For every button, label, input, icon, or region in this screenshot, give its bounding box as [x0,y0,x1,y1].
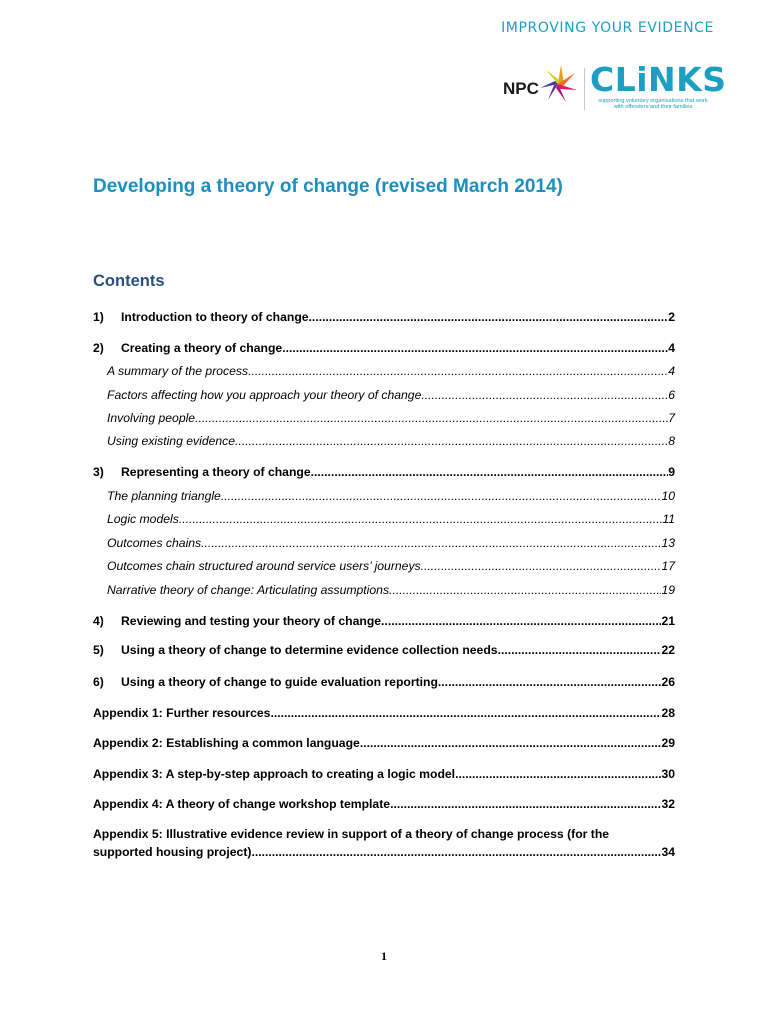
toc-subentry[interactable] [107,363,675,379]
toc-entry-page: 4 [668,341,675,355]
toc-entry[interactable] [93,340,675,356]
toc-entry-number: 6) [93,675,104,689]
npc-logo-text: NPC [503,79,539,98]
toc-subentry[interactable] [107,433,675,449]
toc-entry-page: 2 [668,310,675,324]
logo-divider [584,68,585,110]
toc-subentry[interactable] [107,488,675,504]
toc-subentry[interactable] [107,387,675,403]
toc-entry[interactable] [93,309,675,325]
toc-dot-leader [360,735,662,751]
toc-dot-leader [270,705,661,721]
toc-entry[interactable] [93,766,675,782]
toc-subentry-page: 13 [661,536,675,550]
toc-subentry-title: A summary of the process [107,364,249,378]
toc-subentry-page: 7 [668,411,675,425]
toc-entry-number: 1) [93,310,104,324]
toc-entry[interactable] [93,796,675,812]
contents-heading: Contents [93,272,165,290]
toc-entry-page: 26 [661,675,675,689]
toc-subentry-page: 17 [661,559,675,573]
toc-entry-title-line1: Appendix 5: Illustrative evidence review in support of a theory of change process (for the [93,827,610,841]
toc-subentry[interactable] [107,582,675,598]
toc-dot-leader [309,309,669,325]
toc-entry-page: 34 [661,844,675,859]
toc-entry-title: Using a theory of change to guide evaluation reporting [121,675,438,689]
toc-entry[interactable] [93,705,675,721]
toc-entry-title: Introduction to theory of change [121,310,309,324]
toc-entry-title: Creating a theory of change [121,341,283,355]
toc-entry[interactable] [93,735,675,751]
header-tagline: IMPROVING YOUR EVIDENCE [501,20,714,36]
toc-dot-leader [390,796,661,812]
page-number: 1 [381,949,387,963]
toc-entry-page: 28 [661,706,675,720]
clinks-logo-tagline: supporting voluntary organisations that work with offenders and their families [598,98,708,111]
toc-entry-title-line2: supported housing project) [93,844,252,859]
toc-entry[interactable] [93,642,675,658]
toc-subentry-title: Involving people [107,411,196,425]
toc-subentry-title: Factors affecting how you approach your theory of change [107,388,422,402]
toc-entry-page: 29 [661,736,675,750]
toc-subentry-page: 10 [661,489,675,503]
toc-dot-leader [251,844,661,862]
toc-subentry-page: 11 [662,512,675,526]
toc-dot-leader [282,340,668,356]
toc-entry-page: 21 [661,614,675,628]
toc-subentry[interactable] [107,558,675,574]
toc-entry-page: 30 [661,767,675,781]
toc-dot-leader [421,387,668,403]
toc-dot-leader [421,558,662,574]
toc-dot-leader [221,488,662,504]
partner-logos [500,60,727,118]
toc-subentry-page: 8 [668,434,675,448]
toc-entry-title: Appendix 3: A step-by-step approach to creating a logic model [93,767,456,781]
toc-entry-title: Appendix 2: Establishing a common language [93,736,360,750]
toc-dot-leader [455,766,661,782]
toc-entry-title: Representing a theory of change [121,465,311,479]
toc-entry-number: 3) [93,465,104,479]
toc-subentry-title: Logic models [107,512,179,526]
toc-subentry-title: The planning triangle [107,489,221,503]
toc-subentry-page: 19 [661,583,675,597]
toc-dot-leader [179,511,663,527]
toc-dot-leader [381,613,661,629]
toc-entry-appendix-5[interactable] [93,826,675,861]
toc-subentry-page: 4 [668,364,675,378]
toc-dot-leader [438,674,662,690]
toc-subentry-title: Outcomes chain structured around service users’ journeys [107,559,421,573]
toc-subentry-page: 6 [668,388,675,402]
toc-subentry-title: Narrative theory of change: Articulating assumptions [107,583,390,597]
toc-entry-page: 9 [668,465,675,479]
toc-dot-leader [498,642,662,658]
toc-subentry[interactable] [107,535,675,551]
toc-entry-title: Appendix 4: A theory of change workshop template [93,797,391,811]
clinks-logo-text: CLiNKS [590,60,727,99]
toc-entry-title: Reviewing and testing your theory of change [121,614,382,628]
toc-subentry-title: Outcomes chains [107,536,202,550]
document-title: Developing a theory of change (revised March 2014) [93,176,563,197]
toc-entry-number: 4) [93,614,104,628]
toc-entry-number: 2) [93,341,104,355]
toc-subentry-title: Using existing evidence [107,434,236,448]
toc-entry[interactable] [93,613,675,629]
toc-entry[interactable] [93,464,675,480]
toc-entry-title: Appendix 1: Further resources [93,706,271,720]
toc-entry-page: 32 [661,797,675,811]
toc-dot-leader [201,535,661,551]
npc-star-icon [536,62,580,106]
toc-entry-title: Using a theory of change to determine evidence collection needs [121,643,498,657]
toc-entry[interactable] [93,674,675,690]
toc-dot-leader [195,410,668,426]
toc-entry-page: 22 [661,643,675,657]
toc-dot-leader [311,464,669,480]
toc-entry-number: 5) [93,643,104,657]
toc-dot-leader [248,363,668,379]
toc-subentry[interactable] [107,410,675,426]
toc-subentry[interactable] [107,511,675,527]
toc-dot-leader [235,433,668,449]
toc-dot-leader [389,582,661,598]
